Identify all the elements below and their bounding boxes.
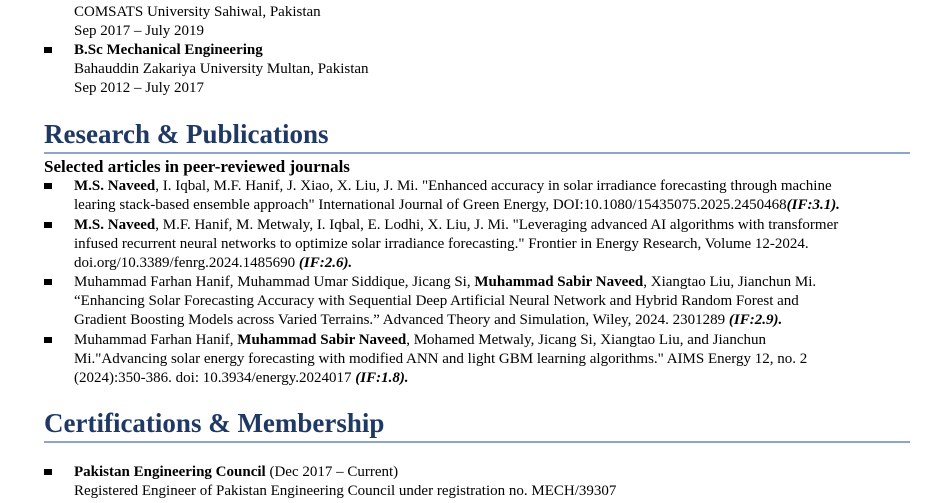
author-highlight: M.S. Naveed — [74, 217, 156, 233]
author-highlight: M.S. Naveed — [74, 178, 156, 194]
publication-item — [74, 216, 914, 273]
publication-text: , Mohamed Metwaly, Jicang Si, Xiangtao Liu, and Jianchun — [406, 332, 766, 348]
impact-factor: (IF:2.6). — [298, 255, 353, 271]
education-entry-bsc — [74, 41, 914, 98]
impact-factor: (IF:3.1). — [786, 197, 840, 213]
publication-text: Muhammad Farhan Hanif, Muhammad Umar Siddique, Jicang Si, — [74, 274, 475, 290]
certification-description: Registered Engineer of Pakistan Engineering Council under registration no. MECH/39307 — [74, 483, 617, 499]
publication-text: learing stack-based ensemble approach" International Journal of Green Energy, DOI:10.1080/15435075.2025.2450468 — [74, 197, 787, 213]
publication-text: Mi."Advancing solar energy forecasting with modified ANN and light GBM learning algorithms." AIMS Energy 12, no. 2 — [74, 351, 808, 367]
publication-text: (2024):350-386. doi: 10.3934/energy.2024017 — [74, 370, 356, 386]
section-divider — [44, 152, 910, 154]
certification-name: Pakistan Engineering Council — [74, 464, 266, 480]
publication-text: Muhammad Farhan Hanif, — [74, 332, 238, 348]
education-entry-msc — [74, 3, 914, 41]
section-heading-certifications: Certifications & Membership — [44, 408, 385, 438]
section-heading-research: Research & Publications — [44, 119, 329, 149]
publication-text: infused recurrent neural networks to optimize solar irradiance forecasting." Frontier in Energy Research, Volume 12-2024. — [74, 236, 809, 252]
bullet-icon — [44, 469, 52, 475]
publication-text: Gradient Boosting Models across Varied Terrains.” Advanced Theory and Simulation, Wiley, 2024. 2301289 — [74, 312, 729, 328]
impact-factor: (IF:2.9). — [728, 312, 783, 328]
author-highlight: Muhammad Sabir Naveed — [237, 332, 407, 348]
dates: Sep 2012 – July 2017 — [74, 80, 205, 96]
publication-text: “Enhancing Solar Forecasting Accuracy with Sequential Deep Artificial Neural Network and Hybrid Random Forest and — [74, 293, 799, 309]
bullet-icon — [44, 183, 52, 189]
section-divider — [44, 441, 910, 443]
institution: Bahauddin Zakariya University Multan, Pakistan — [74, 61, 369, 77]
bullet-icon — [44, 222, 52, 228]
impact-factor: (IF:1.8). — [355, 370, 409, 386]
bullet-icon — [44, 279, 52, 285]
publication-text: doi.org/10.3389/fenrg.2024.1485690 — [74, 255, 299, 271]
subheading-journals: Selected articles in peer-reviewed journals — [44, 157, 350, 176]
publication-text: , I. Iqbal, M.F. Hanif, J. Xiao, X. Liu, J. Mi. "Enhanced accuracy in solar irradiance forecasting through machine — [155, 178, 832, 194]
certification-dates: (Dec 2017 – Current) — [265, 464, 399, 480]
certification-item — [74, 463, 914, 501]
degree-title: B.Sc Mechanical Engineering — [74, 42, 263, 58]
bullet-icon — [44, 337, 52, 343]
publication-item — [74, 273, 914, 330]
author-highlight: Muhammad Sabir Naveed — [474, 274, 644, 290]
dates: Sep 2017 – July 2019 — [74, 23, 205, 39]
bullet-icon — [44, 47, 52, 53]
institution: COMSATS University Sahiwal, Pakistan — [74, 4, 321, 20]
publication-text: , M.F. Hanif, M. Metwaly, I. Iqbal, E. Lodhi, X. Liu, J. Mi. "Leveraging advanced AI algorithms with transformer — [155, 217, 839, 233]
publication-item — [74, 331, 914, 388]
publication-text: , Xiangtao Liu, Jianchun Mi. — [643, 274, 817, 290]
publication-item — [74, 177, 914, 215]
